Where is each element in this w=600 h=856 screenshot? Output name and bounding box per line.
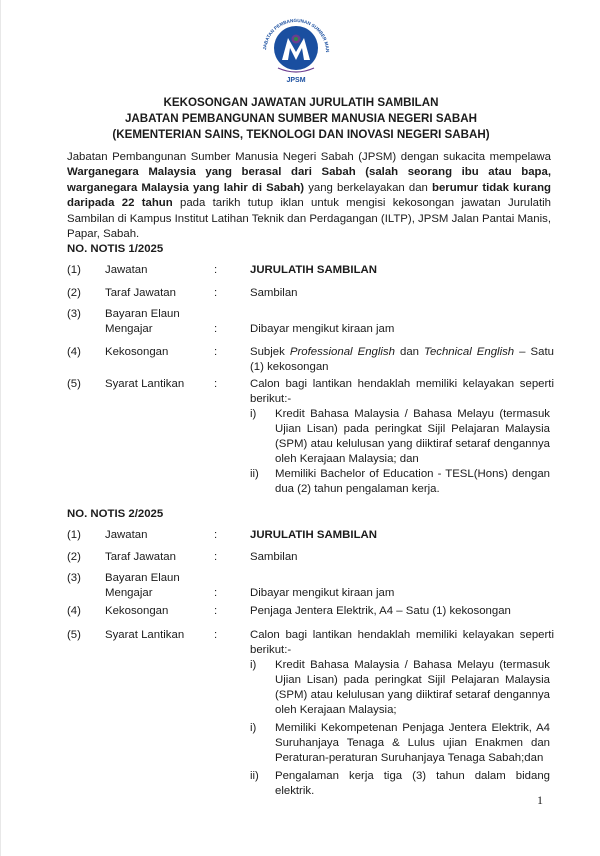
title-line-1: KEKOSONGAN JAWATAN JURULATIH SAMBILAN <box>163 96 439 109</box>
notis-1-row-bayaran: (3) Bayaran Elaun Mengajar : Dibayar mengikut kiraan jam <box>67 308 395 335</box>
document-page: JABATAN PEMBANGUNAN SUMBER MAN JPSM KEKOSONGAN JAWATAN JURULATIH SAMBILAN JABATAN PEMBANGUNAN SUMBER MANUSIA NEGERI SABAH (KEMENTERIAN SAINS, TEKNOLOGI DAN INOVASI NEGERI SABAH) Jabatan Pembangunan Sumber Manusia Negeri Sabah (JPSM) dengan sukacita mempelawa Warganegara Malaysia yang berasal dari Sabah (salah seorang ibu atau bapa, warganegara Malaysia yang lahir di Sabah) yang berkelayakan dan berumur tidak kurang daripada 22 tahun pada tarikh tutup iklan untuk mengisi kekosongan jawatan Jurulatih Sambilan di Kampus Institut Latihan Teknik dan Perdagangan (ILTP), JPSM Jalan Pantai Manis, Papar, Sabah. NO. NOTIS 1/2025 (1) Jawatan : JURULATIH SAMBILAN (2) Taraf Jawatan : Sambilan (3) Bayaran Elaun Mengajar : Dibayar mengikut kiraan jam (4) Kekosongan : Subjek Professional English dan Technical English – Satu (1) kekosongan (5) Syarat Lantikan : Calon bagi lantikan hendaklah memiliki kelayakan seperti berikut:- i) Kredit Bahasa Malaysia / Bahasa Melayu (termasuk Ujian Lisan) pada peringkat Sijil Pelajaran Malaysia (SPM) atau kelulusan yang diiktiraf setaraf dengannya oleh Kerajaan Malaysia; dan ii) Memiliki Bachelor of Education - TESL(Hons) dengan dua (2) tahun pengalaman kerja. NO. NOTIS 2/2025 (1) Jawatan : JURULATIH SAMBILAN (2) Taraf Jawatan : Sambilan (3) Bayaran Elaun Mengajar : Dibayar mengikut kiraan jam (4) Kekosongan : Penjaga Jentera Elektrik, A4 – Satu (1) kekosongan (5) Syarat Lantikan : Calon bagi lantikan hendaklah memiliki kelayakan seperti berikut:- i) Kredit Bahasa Malaysia / Bahasa Melayu (termasuk Ujian Lisan) pada peringkat Sijil Pelajaran Malaysia (SPM) atau kelulusan yang diiktiraf setaraf dengannya oleh Kerajaan Malaysia; i) Memiliki Kekompetenan Penjaga Jentera Elektrik, A4 Suruhanjaya Tenaga & Lulus ujian Enakmen dan Peraturan-peraturan Suruhanjaya Tenaga Sabah;dan ii) Pengalaman kerja tiga (3) tahun dalam bidang elektrik. 1 <box>0 0 600 856</box>
logo-acronym: JPSM <box>286 77 306 84</box>
notis-1-heading: NO. NOTIS 1/2025 <box>67 243 164 255</box>
intro-paragraph: Jabatan Pembangunan Sumber Manusia Negeri Sabah (JPSM) dengan sukacita mempelawa Warganegara Malaysia yang berasal dari Sabah (salah seorang ibu atau bapa, warganegara Malaysia yang lahir di Sabah) yang berkelayakan dan berumur tidak kurang daripada 22 tahun pada tarikh tutup iklan untuk mengisi kekosongan jawatan Jurulatih Sambilan di Kampus Institut Latihan Teknik dan Perdagangan (ILTP), JPSM Jalan Pantai Manis, Papar, Sabah. <box>67 151 551 241</box>
notis-2-heading: NO. NOTIS 2/2025 <box>67 508 164 520</box>
logo-arc-text: JABATAN PEMBANGUNAN SUMBER MAN <box>262 17 331 53</box>
title-line-3: (KEMENTERIAN SAINS, TEKNOLOGI DAN INOVASI NEGERI SABAH) <box>112 128 490 141</box>
jpsm-logo <box>256 8 336 88</box>
title-line-2: JABATAN PEMBANGUNAN SUMBER MANUSIA NEGERI SABAH <box>124 112 478 125</box>
page-number: 1 <box>537 793 543 807</box>
notis-2-row-bayaran: (3) Bayaran Elaun Mengajar : Dibayar mengikut kiraan jam <box>67 572 395 599</box>
